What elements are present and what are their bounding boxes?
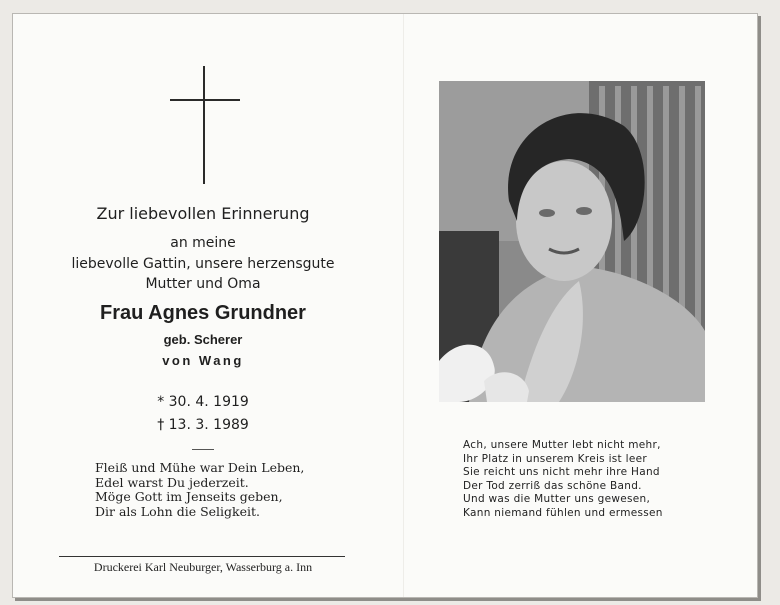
verse-text (463, 439, 663, 521)
intro-line: Mutter und Oma (145, 276, 261, 292)
verse-line: Kann niemand fühlen und ermessen (463, 506, 663, 519)
cross-icon (170, 66, 240, 184)
memorial-heading: Zur liebevollen Erinnerung (96, 204, 310, 223)
birth-date: * 30. 4. 1919 (157, 394, 249, 410)
deceased-name: Frau Agnes Grundner (100, 302, 306, 324)
poem-line: Edel warst Du jederzeit. (95, 474, 249, 490)
printer-rule (59, 556, 345, 557)
portrait-photo (439, 81, 705, 402)
poem-line: Fleiß und Mühe war Dein Leben, (95, 460, 305, 475)
verse-line: Der Tod zerriß das schöne Band. (463, 479, 642, 492)
printer-credit: Druckerei Karl Neuburger, Wasserburg a. Inn (93, 560, 313, 574)
maiden-name: geb. Scherer (163, 332, 243, 347)
intro-line: an meine (170, 235, 236, 251)
memorial-poem (95, 461, 304, 519)
poem-line: Dir als Lohn die Seligkeit. (95, 503, 261, 519)
verse-line: Sie reicht uns nicht mehr ihre Hand (463, 466, 660, 479)
verse-line: Ihr Platz in unserem Kreis ist leer (463, 452, 647, 465)
memorial-card (12, 13, 758, 598)
divider (192, 449, 214, 450)
death-date: † 13. 3. 1989 (157, 417, 249, 433)
verse-line: Und was die Mutter uns gewesen, (463, 493, 651, 506)
verse-line: Ach, unsere Mutter lebt nicht mehr, (463, 439, 661, 451)
card-fold (403, 14, 404, 597)
poem-line: Möge Gott im Jenseits geben, (95, 489, 283, 504)
intro-line: liebevolle Gattin, unsere herzensgute (71, 256, 335, 272)
origin-place: von Wang (162, 353, 244, 368)
